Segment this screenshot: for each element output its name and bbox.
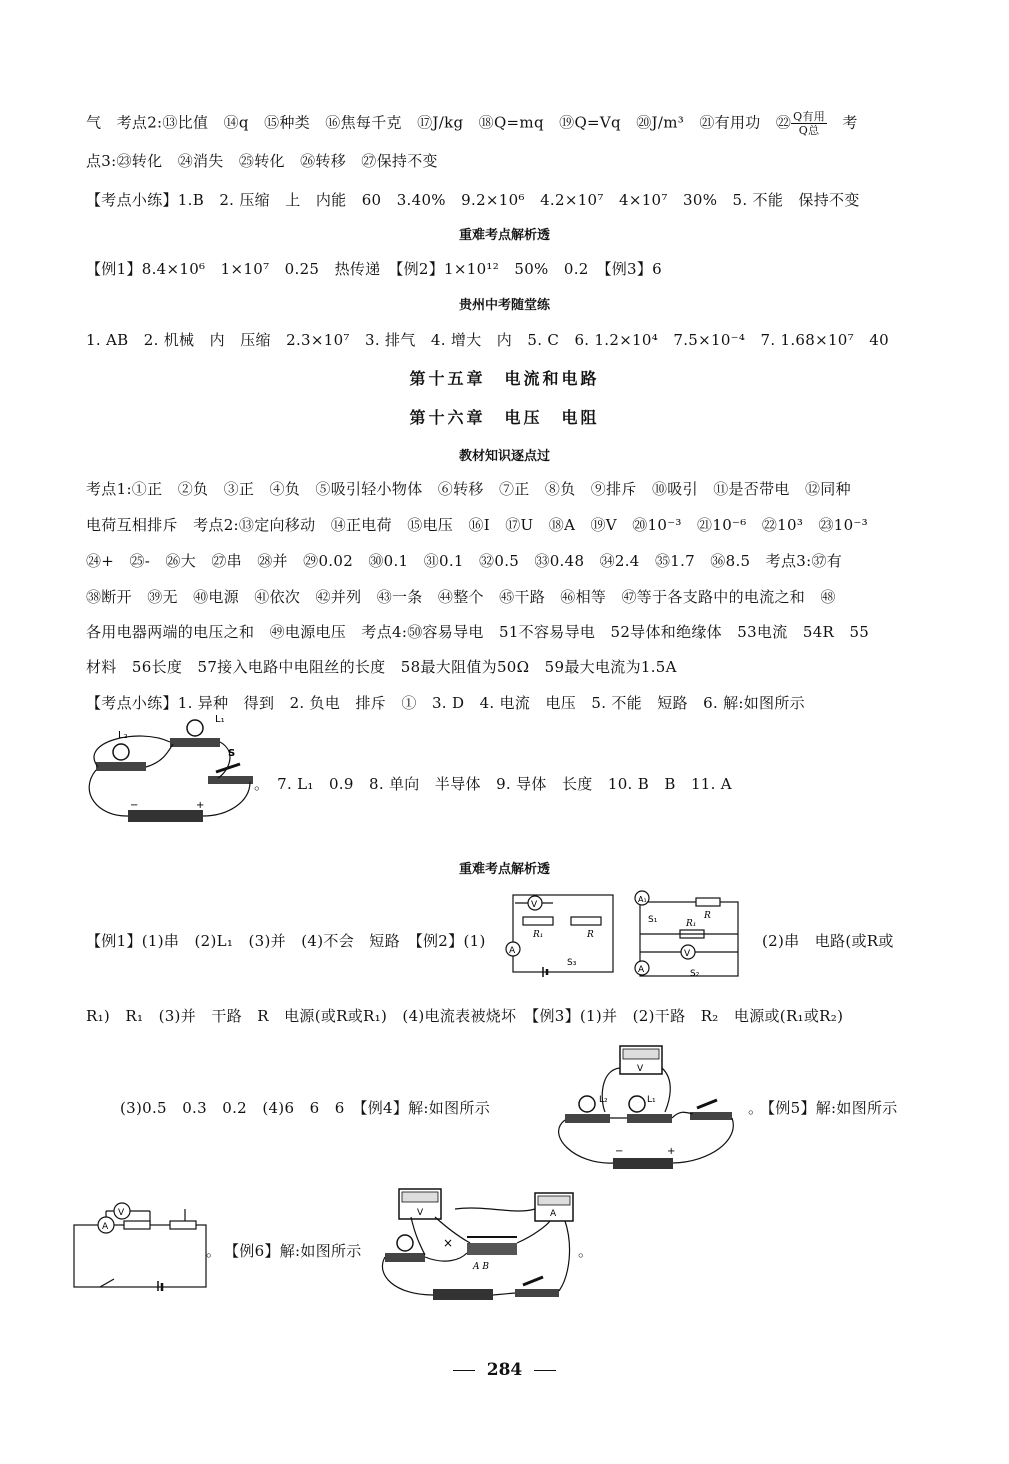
- answer-line-17c: 。: [578, 1242, 594, 1260]
- bulb-label-l2: L₂: [118, 730, 128, 741]
- section-heading: 贵州中考随堂练: [458, 298, 550, 313]
- section-heading: 重难考点解析透: [458, 862, 550, 877]
- answer-line-17b: 【例6】解:如图所示: [224, 1242, 362, 1260]
- answer-line-16c: 【例5】解:如图所示: [760, 1099, 898, 1117]
- battery-plus: +: [667, 1146, 676, 1157]
- ammeter-label: A: [102, 1222, 109, 1232]
- switch-label: S: [228, 748, 236, 759]
- answer-line-11: 材料 56长度 57接入电路中电阻丝的长度 58最大阻值为50Ω 59最大电流为1.5A: [86, 658, 677, 676]
- bulb-label-l1: L₁: [215, 714, 225, 725]
- chapter-title: 第十六章 电压 电阻: [409, 408, 600, 427]
- voltmeter-label: V: [531, 900, 538, 910]
- answer-line-8: ㉔+ ㉕- ㉖大 ㉗串 ㉘并 ㉙0.02 ㉚0.1 ㉛0.1 ㉜0.5 ㉝0.48 ㉞2.4 ㉟1.7 ㊱8.5 考点3:㊲有: [86, 552, 843, 570]
- answer-line-3: 【考点小练】1.B 2. 压缩 上 内能 60 3.40% 9.2×10⁶ 4.2×10⁷ 4×10⁷ 30% 5. 不能 保持不变: [86, 191, 860, 209]
- switch-label-s2: S₂: [690, 969, 700, 979]
- efficiency-fraction: [791, 110, 827, 137]
- page-number-dash-right: [534, 1370, 556, 1371]
- circuit-figure-5: [70, 1195, 210, 1291]
- answer-line-1: [86, 110, 923, 137]
- circuit-figure-1: [78, 712, 253, 830]
- bulb-label-l1: L₁: [647, 1095, 656, 1105]
- chapter-title: 第十五章 电流和电路: [409, 369, 600, 388]
- answer-line-15: R₁) R₁ (3)并 干路 R 电源(或R或R₁) (4)电流表被烧坏 【例3】(1)并 (2)干路 R₂ 电源或(R₁或R₂): [86, 1007, 844, 1025]
- answer-text: 气 考点2:⑬比值 ⑭q ⑮种类 ⑯焦每千克 ⑰J/kg ⑱Q=mq ⑲Q=Vq ⑳J/m³ ㉑有用功 ㉒: [86, 113, 792, 132]
- voltmeter-label: V: [684, 949, 691, 959]
- answer-line-2: 点3:㉓转化 ㉔消失 ㉕转化 ㉖转移 ㉗保持不变: [86, 152, 438, 170]
- battery-minus: −: [615, 1146, 624, 1157]
- bulb-label-l2: L₂: [599, 1095, 608, 1105]
- ammeter-label-a1: A₁: [638, 895, 647, 904]
- voltmeter-label: V: [118, 1208, 125, 1218]
- fraction-denominator: Q总: [798, 124, 820, 137]
- answer-line-6: 考点1:①正 ②负 ③正 ④负 ⑤吸引轻小物体 ⑥转移 ⑦正 ⑧负 ⑨排斥 ⑩吸引 ⑪是否带电 ⑫同种: [86, 480, 851, 498]
- page-number: [0, 1360, 1009, 1380]
- answer-line-7: 电荷互相排斥 考点2:⑬定向移动 ⑭正电荷 ⑮电压 ⑯I ⑰U ⑱A ⑲V ⑳10⁻³ ㉑10⁻⁶ ㉒10³ ㉓10⁻³: [86, 516, 868, 534]
- circuit-figure-3: [628, 882, 744, 984]
- ammeter-label: A: [638, 965, 645, 975]
- answer-text: 考: [827, 113, 858, 132]
- resistor-label-r1: R₁: [686, 919, 697, 929]
- answer-line-4: 【例1】8.4×10⁶ 1×10⁷ 0.25 热传递 【例2】1×10¹² 50% 0.2 【例3】6: [86, 260, 663, 278]
- voltmeter-label: V: [637, 1064, 644, 1074]
- ammeter-label: A: [550, 1209, 557, 1219]
- resistor-label-r: R: [704, 911, 711, 921]
- answer-line-13: 。 7. L₁ 0.9 8. 单向 半导体 9. 导体 长度 10. B B 11. A: [254, 775, 732, 793]
- answer-line-14a: 【例1】(1)串 (2)L₁ (3)并 (4)不会 短路 【例2】(1): [86, 932, 486, 950]
- circuit-figure-4: [545, 1040, 745, 1172]
- answer-line-5: 1. AB 2. 机械 内 压缩 2.3×10⁷ 3. 排气 4. 增大 内 5. C 6. 1.2×10⁴ 7.5×10⁻⁴ 7. 1.68×10⁷ 40: [86, 331, 889, 349]
- answer-line-9: ㊳断开 ㊴无 ㊵电源 ㊶依次 ㊷并列 ㊸一条 ㊹整个 ㊺干路 ㊻相等 ㊼等于各支路中的电流之和 ㊽: [86, 588, 836, 606]
- resistor-label-r1: R₁: [533, 930, 544, 940]
- circuit-figure-6: [375, 1185, 575, 1313]
- switch-label-s1: S₁: [648, 915, 658, 925]
- rheostat-terminals-label: A B: [473, 1262, 489, 1272]
- ammeter-label: A: [509, 946, 516, 956]
- section-heading: 重难考点解析透: [458, 228, 550, 243]
- section-heading: 教材知识逐点过: [458, 449, 550, 464]
- battery-minus: −: [130, 800, 139, 811]
- answer-line-16a: (3)0.5 0.3 0.2 (4)6 6 6 【例4】解:如图所示: [120, 1099, 490, 1117]
- answer-line-17a: 。: [206, 1242, 222, 1260]
- answer-line-14b: (2)串 电路(或R或: [762, 932, 894, 950]
- fraction-numerator: Q有用: [793, 110, 826, 123]
- page-number-dash-left: [453, 1370, 475, 1371]
- page-number-value: 284: [486, 1360, 523, 1380]
- circuit-figure-2: [503, 885, 619, 983]
- voltmeter-label: V: [417, 1208, 424, 1218]
- answer-line-12: 【考点小练】1. 异种 得到 2. 负电 排斥 ① 3. D 4. 电流 电压 5. 不能 短路 6. 解:如图所示: [86, 694, 805, 712]
- answer-line-10: 各用电器两端的电压之和 ㊾电源电压 考点4:㊿容易导电 51不容易导电 52导体和绝缘体 53电流 54R 55: [86, 623, 870, 641]
- cross-mark-icon: ×: [443, 1236, 454, 1250]
- battery-plus: +: [196, 800, 205, 811]
- switch-label-s3: S₃: [567, 958, 577, 968]
- resistor-label-r: R: [587, 930, 594, 940]
- answer-line-16b: 。: [748, 1099, 764, 1117]
